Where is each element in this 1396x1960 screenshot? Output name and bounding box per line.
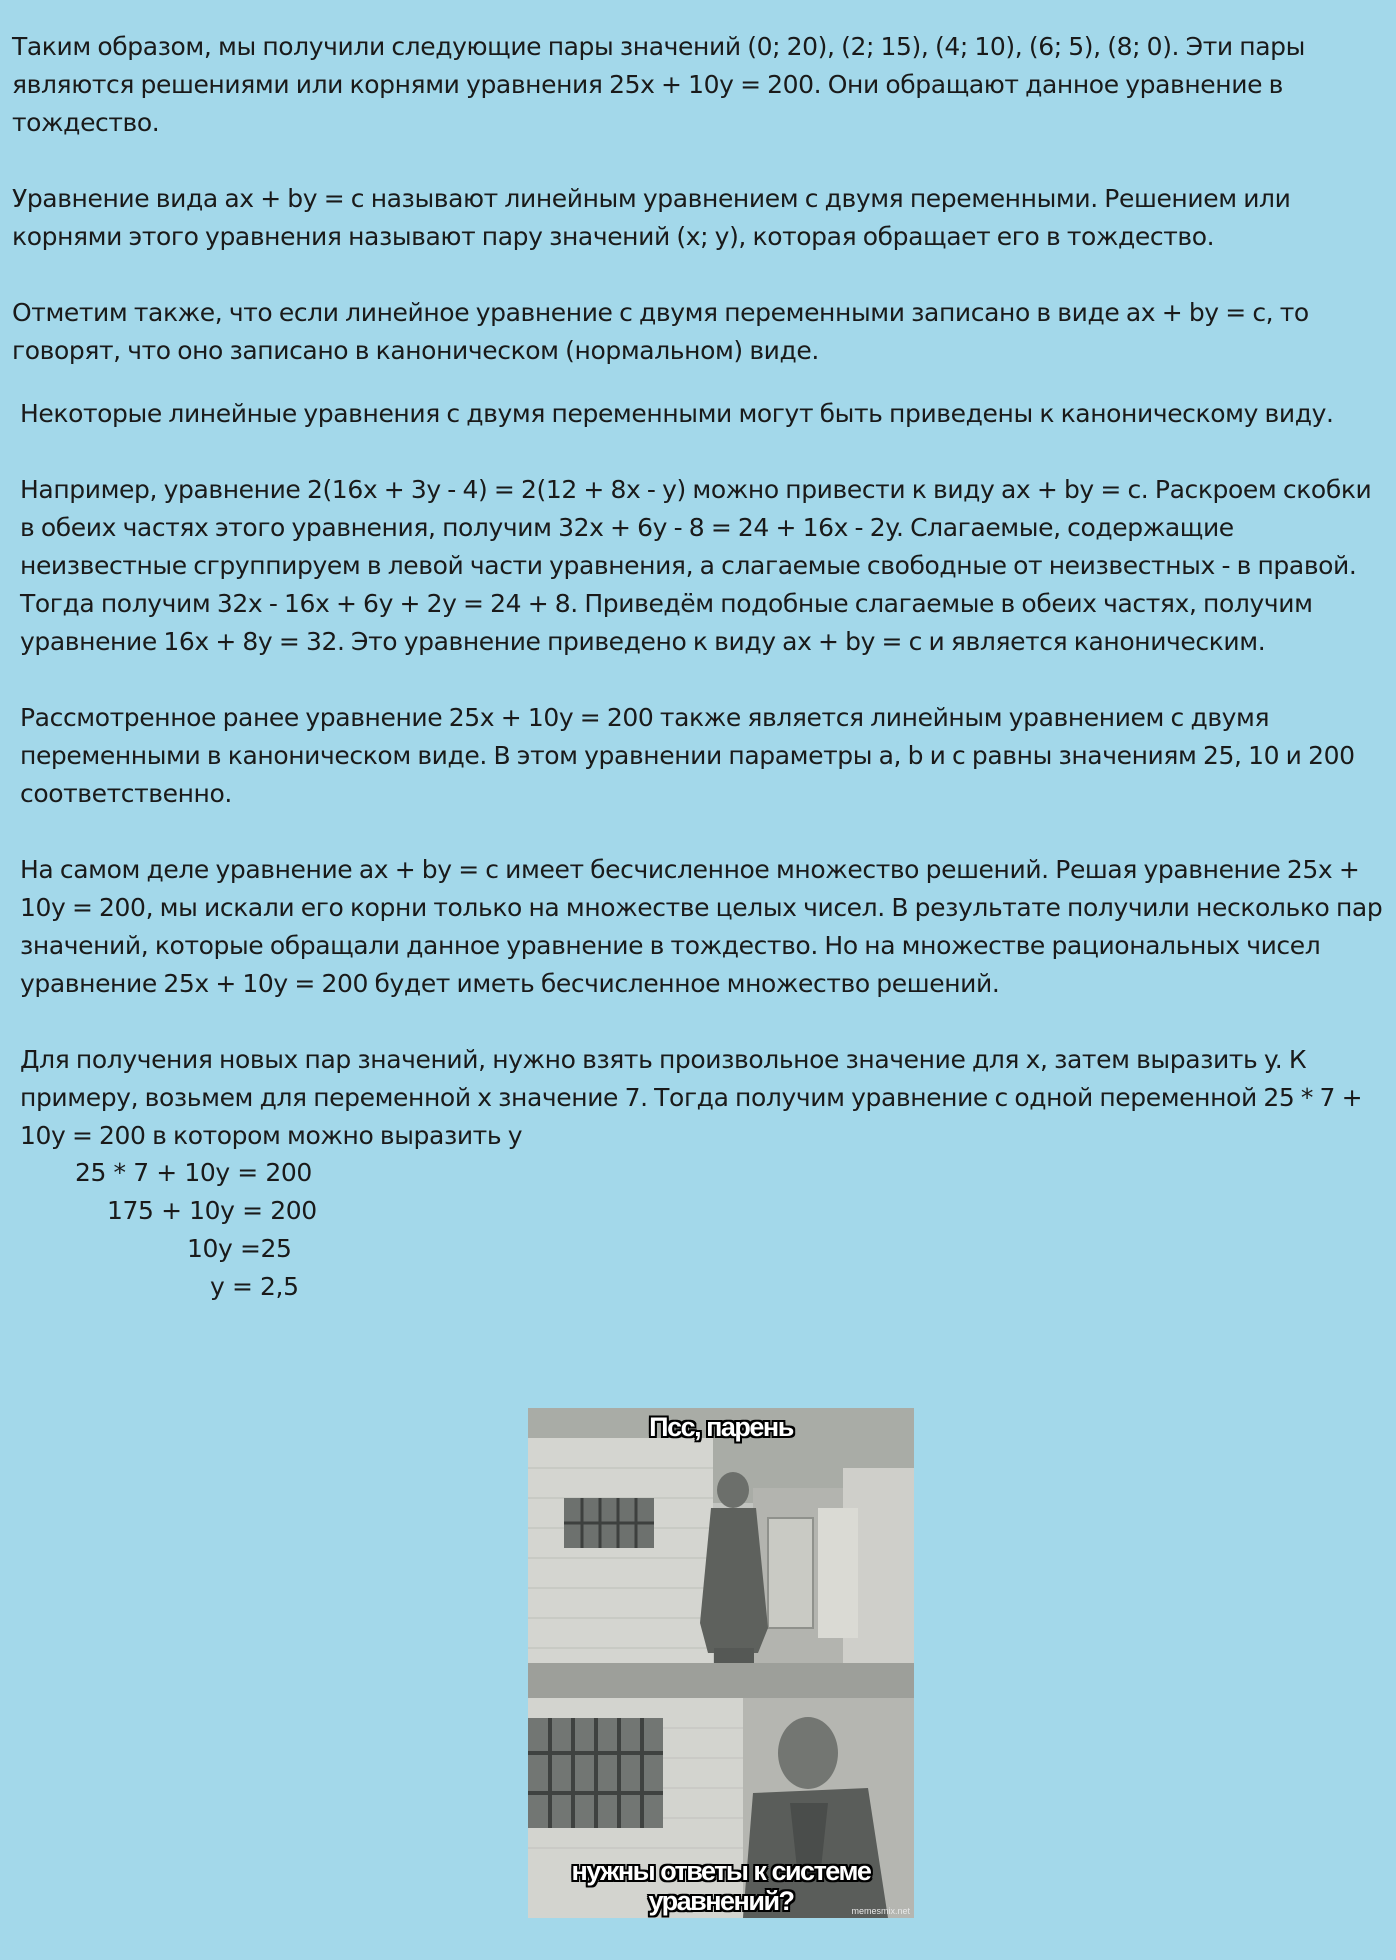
paragraph-linear-equation-definition: Уравнение вида ax + by = c называют линейным уравнением с двумя переменными. Решением или корнями этого уравнения называют пару значений (x; y), которая обращает его в тождество.: [12, 184, 1291, 251]
paragraph-example-reduction: Например, уравнение 2(16x + 3y - 4) = 2(12 + 8x - y) можно привести к виду ax + by = c. Раскроем скобки в обеих частях этого уравнения, получим 32x + 6y - 8 = 24 + 16x - 2y. Слагаемые, содержащие неизвестные сгруппируем в левой части уравнения, а слагаемые свободные от неизвестных - в правой. Тогда получим 32x - 16x + 6y + 2y = 24 + 8. Приведём подобные слагаемые в обеих частях, получим уравнение 16x + 8y = 32. Это уравнение приведено к виду ax + by = c и является каноническим.: [20, 475, 1372, 656]
meme-watermark: memesmix.net: [851, 1906, 910, 1916]
meme-illustration: [528, 1408, 914, 1918]
equation-step-2: 175 + 10y = 200: [107, 1196, 317, 1225]
paragraph-parameters: Рассмотренное ранее уравнение 25x + 10y = 200 также является линейным уравнением с двумя переменными в каноническом виде. В этом уравнении параметры a, b и c равны значениям 25, 10 и 200 соответственно.: [20, 703, 1355, 808]
paragraph-new-pairs: Для получения новых пар значений, нужно взять произвольное значение для x, затем выразить y. К примеру, возьмем для переменной x значение 7. Тогда получим уравнение с одной переменной 25 * 7 + 10y = 200 в котором можно выразить y: [20, 1045, 1363, 1150]
equation-step-1: 25 * 7 + 10y = 200: [75, 1158, 312, 1187]
meme-bottom-caption: нужны ответы к системе уравнений?: [571, 1856, 871, 1916]
meme-top-caption: Псс, парень: [649, 1412, 793, 1442]
text-section-canonical: [20, 395, 1390, 1155]
paragraph-infinite-solutions: На самом деле уравнение ax + by = c имеет бесчисленное множество решений. Решая уравнение 25x + 10y = 200, мы искали его корни только на множестве целых чисел. В результате получили несколько пар значений, которые обращали данное уравнение в тождество. Но на множестве рациональных чисел уравнение 25x + 10y = 200 будет иметь бесчисленное множество решений.: [20, 855, 1383, 998]
equation-step-3: 10y =25: [187, 1234, 292, 1263]
text-section-intro: [12, 28, 1382, 370]
paragraph-canonical-form: Отметим также, что если линейное уравнение с двумя переменными записано в виде ax + by = c, то говорят, что оно записано в каноническом (нормальном) виде.: [12, 298, 1309, 365]
equation-step-4: y = 2,5: [210, 1272, 299, 1301]
meme-image: [528, 1408, 914, 1918]
paragraph-pairs-of-values: Таким образом, мы получили следующие пары значений (0; 20), (2; 15), (4; 10), (6; 5), (8; 0). Эти пары являются решениями или корнями уравнения 25x + 10y = 200. Они обращают данное уравнение в тождество.: [12, 32, 1305, 137]
paragraph-reducible-equations: Некоторые линейные уравнения с двумя переменными могут быть приведены к каноническому виду.: [20, 399, 1334, 428]
